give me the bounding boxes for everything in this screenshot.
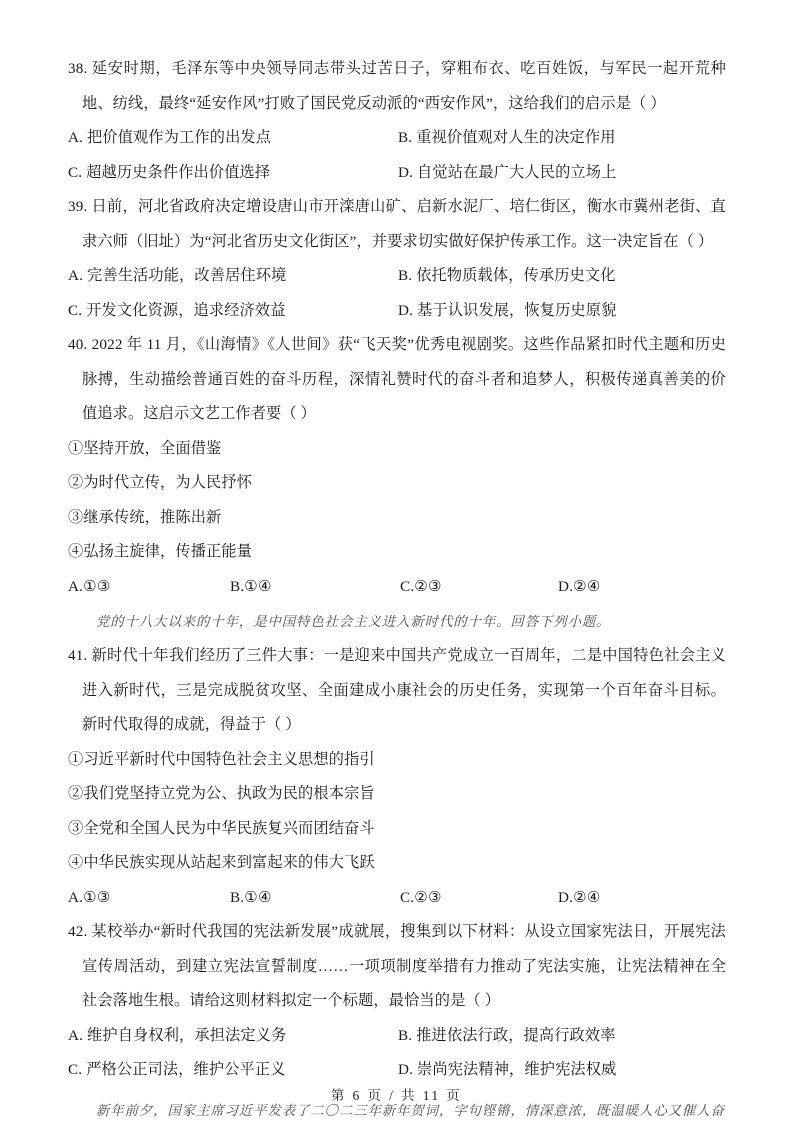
question-41-choice-d[interactable] xyxy=(558,881,601,916)
option-label: B. xyxy=(398,129,413,146)
option-text: 完善生活功能，改善居住环境 xyxy=(87,267,287,284)
question-41-choice-c[interactable] xyxy=(400,881,558,916)
question-38-stem: 38. 延安时期，毛泽东等中央领导同志带头过苦日子，穿粗布衣、吃百姓饭，与军民一起开荒种地、纺线，最终“延安作风”打败了国民党反动派的“西安作风”，这给我们的启示是（ ） xyxy=(68,60,726,112)
question-39-options-row-2 xyxy=(68,294,726,329)
option-label: D. xyxy=(398,1061,414,1078)
option-label: C. xyxy=(68,1061,83,1078)
option-text: 基于认识发展，恢复历史原貌 xyxy=(417,301,617,319)
question-40-stem: 40. 2022 年 11 月，《山海情》《人世间》获“飞天奖”优秀电视剧奖。这些作品紧扣时代主题和历史脉搏，生动描绘普通百姓的奋斗历程，深情礼赞时代的奋斗者和追梦人，积极传递真善美的价值追求。这启示文艺工作者要（ ） xyxy=(68,336,726,422)
question-41-statement-1: ①习近平新时代中国特色社会主义思想的指引 xyxy=(68,750,375,768)
option-text: 严格公正司法，维护公平正义 xyxy=(86,1061,286,1078)
choice-text: ①③ xyxy=(83,888,111,906)
choice-label: A. xyxy=(68,577,84,595)
option-label: A. xyxy=(68,267,84,284)
option-label: A. xyxy=(68,129,84,146)
choice-text: ①④ xyxy=(244,577,272,595)
page-content xyxy=(68,52,726,1126)
choice-label: B. xyxy=(230,888,245,906)
question-40-statement-3: ③继承传统，推陈出新 xyxy=(68,508,222,526)
question-40-choice-a[interactable] xyxy=(68,570,230,605)
choice-text: ②④ xyxy=(573,577,601,595)
option-text: 超越历史条件作出价值选择 xyxy=(86,163,271,181)
question-39 xyxy=(68,190,726,328)
question-40-statement-2: ②为时代立传，为人民抒怀 xyxy=(68,474,253,491)
question-39-options-row-1 xyxy=(68,259,726,294)
passage-intro-41: 党的十八大以来的十年，是中国特色社会主义进入新时代的十年。回答下列小题。 xyxy=(96,614,611,629)
choice-text: ①④ xyxy=(244,888,272,906)
choice-label: D. xyxy=(558,577,574,595)
option-label: D. xyxy=(398,301,414,319)
question-42-option-a[interactable] xyxy=(68,1019,398,1054)
question-39-option-c[interactable] xyxy=(68,294,398,329)
question-42-stem: 42. 某校举办“新时代我国的宪法新发展”成就展，搜集到以下材料：从设立国家宪法日，开展宪法宣传周活动，到建立宪法宣誓制度……一项项制度举措有力推动了宪法实施，让宪法精神在全社会落地生根。请给这则材料拟定一个标题，最恰当的是（ ） xyxy=(68,923,726,1009)
choice-text: ②③ xyxy=(414,577,442,595)
question-38-option-b[interactable] xyxy=(398,121,728,156)
option-label: A. xyxy=(68,1026,84,1044)
choice-text: ②③ xyxy=(414,888,442,906)
choice-text: ②④ xyxy=(573,888,601,906)
question-40-choices xyxy=(68,570,726,605)
question-38-option-d[interactable] xyxy=(398,156,728,191)
option-text: 自觉站在最广大人民的立场上 xyxy=(417,163,617,181)
question-42 xyxy=(68,915,726,1088)
question-38-options-row-1 xyxy=(68,121,726,156)
question-40 xyxy=(68,328,726,604)
question-39-stem: 39. 日前，河北省政府决定增设唐山市开滦唐山矿、启新水泥厂、培仁街区，衡水市冀州老街、直隶六师（旧址）为“河北省历史文化街区”，并要求切实做好保护传承工作。这一决定旨在（ ） xyxy=(68,198,726,250)
question-42-option-c[interactable] xyxy=(68,1053,398,1088)
question-41-statement-2: ②我们党坚持立党为公、执政为民的根本宗旨 xyxy=(68,785,375,802)
question-38 xyxy=(68,52,726,190)
question-40-statement-1: ①坚持开放，全面借鉴 xyxy=(68,439,222,457)
question-38-option-c[interactable] xyxy=(68,156,398,191)
choice-label: B. xyxy=(230,577,245,595)
question-40-choice-d[interactable] xyxy=(558,570,601,605)
question-41-choice-a[interactable] xyxy=(68,881,230,916)
question-41 xyxy=(68,639,726,915)
question-40-statement-4: ④弘扬主旋律，传播正能量 xyxy=(68,543,253,560)
question-39-option-b[interactable] xyxy=(398,259,728,294)
option-text: 重视价值观对人生的决定作用 xyxy=(416,129,616,146)
question-41-statement-4: ④中华民族实现从站起来到富起来的伟大飞跃 xyxy=(68,854,375,871)
option-text: 开发文化资源，追求经济效益 xyxy=(86,301,286,319)
question-42-options-row-2 xyxy=(68,1053,726,1088)
question-39-option-a[interactable] xyxy=(68,259,398,294)
question-39-option-d[interactable] xyxy=(398,294,728,329)
question-41-statement-3: ③全党和全国人民为中华民族复兴而团结奋斗 xyxy=(68,819,375,837)
option-text: 崇尚宪法精神，维护宪法权威 xyxy=(417,1061,617,1078)
option-label: B. xyxy=(398,267,413,284)
option-text: 把价值观作为工作的出发点 xyxy=(87,129,272,146)
question-42-options-row-1 xyxy=(68,1019,726,1054)
option-text: 推进依法行政，提高行政效率 xyxy=(416,1026,616,1044)
page-footer: 第 6 页 / 共 11 页 xyxy=(330,1088,463,1103)
question-40-choice-b[interactable] xyxy=(230,570,400,605)
option-label: C. xyxy=(68,163,83,181)
choice-label: A. xyxy=(68,888,84,906)
question-38-option-a[interactable] xyxy=(68,121,398,156)
question-42-option-d[interactable] xyxy=(398,1053,728,1088)
choice-label: C. xyxy=(400,888,415,906)
question-38-options-row-2 xyxy=(68,156,726,191)
passage-tail: 新年前夕，国家主席习近平发表了二〇二三年新年贺词，字句铿锵，情深意浓，既温暖人心又催人奋 xyxy=(96,1102,725,1118)
question-41-choice-b[interactable] xyxy=(230,881,400,916)
option-text: 依托物质载体，传承历史文化 xyxy=(416,267,616,284)
option-label: D. xyxy=(398,163,414,181)
question-41-stem: 41. 新时代十年我们经历了三件大事：一是迎来中国共产党成立一百周年，二是中国特色社会主义进入新时代，三是完成脱贫攻坚、全面建成小康社会的历史任务，实现第一个百年奋斗目标。新时代取得的成就，得益于（ ） xyxy=(68,647,726,733)
question-41-choices xyxy=(68,881,726,916)
question-40-choice-c[interactable] xyxy=(400,570,558,605)
question-42-option-b[interactable] xyxy=(398,1019,728,1054)
choice-label: C. xyxy=(400,577,415,595)
option-label: B. xyxy=(398,1026,413,1044)
choice-text: ①③ xyxy=(83,577,111,595)
choice-label: D. xyxy=(558,888,574,906)
option-text: 维护自身权利，承担法定义务 xyxy=(87,1026,287,1044)
option-label: C. xyxy=(68,301,83,319)
